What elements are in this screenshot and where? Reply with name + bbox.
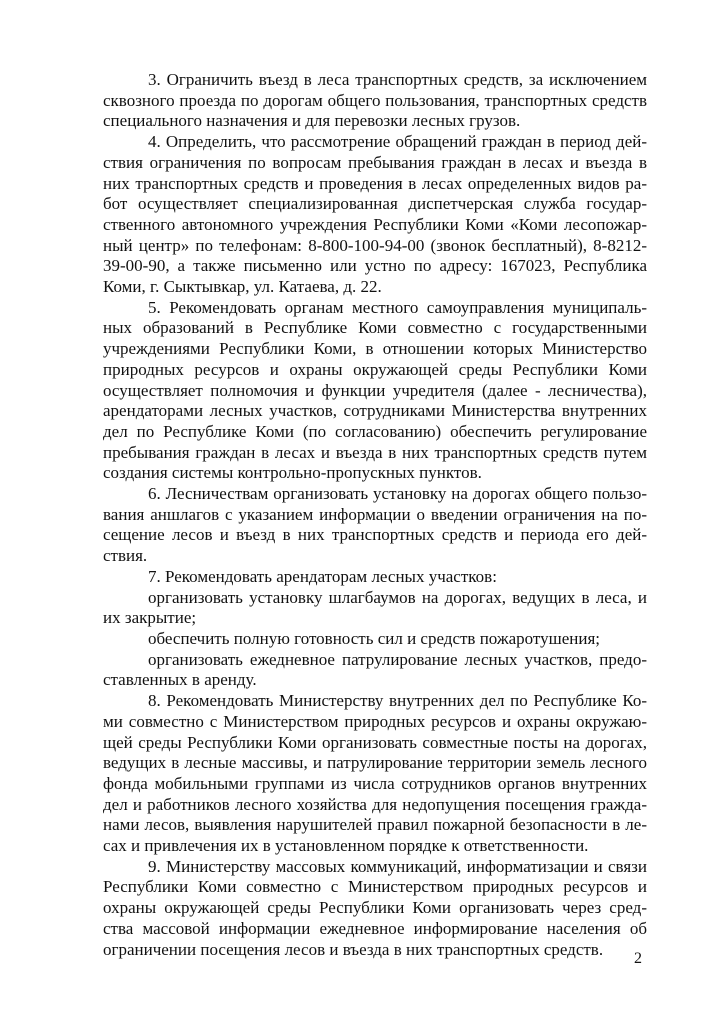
text-line: организовать установку шлагбаумов на дорогах, ведущих в леса, и (148, 587, 647, 607)
text-line: ми совместно с Министерством природных ресурсов и охраны окружаю- (103, 711, 647, 731)
text-line: 7. Рекомендовать арендаторам лесных участков: (148, 566, 497, 586)
text-line: 5. Рекомендовать органам местного самоуправления муниципаль- (148, 297, 647, 317)
text-line: Республики Коми совместно с Министерством природных ресурсов и (103, 877, 647, 897)
text-line: ственного автономного учреждения Республики Коми «Коми лесопожар- (103, 214, 647, 234)
text-line: бот осуществляет специализированная диспетчерская служба государ- (103, 194, 647, 214)
text-line: них транспортных средств и проведения в лесах определенных видов ра- (103, 173, 647, 193)
text-line: щей среды Республики Коми организовать совместные посты на дорогах, (103, 732, 647, 752)
text-line: ный центр» по телефонам: 8-800-100-94-00 (звонок бесплатный), 8-8212- (103, 235, 647, 255)
page-number: 2 (634, 950, 642, 967)
text-line: пребывания граждан в лесах и въезда в них транспортных средств путем (103, 442, 647, 462)
text-line: охраны окружающей среды Республики Коми организовать через сред- (103, 898, 647, 918)
text-line: сещение лесов и въезд в них транспортных средств и периода его дей- (103, 525, 647, 545)
text-line: ведущих в лесные массивы, и патрулирование территории земель лесного (103, 753, 647, 773)
text-line: дел по Республике Коми (по согласованию) обеспечить регулирование (103, 421, 647, 441)
text-line: ставленных в аренду. (103, 670, 257, 690)
text-line: ствия. (103, 546, 148, 566)
text-line: 3. Ограничить въезд в леса транспортных средств, за исключением (148, 70, 647, 89)
text-line: ства массовой информации ежедневное информирование населения об (103, 918, 647, 938)
text-line: их закрытие; (103, 608, 197, 628)
text-line: Коми, г. Сыктывкар, ул. Катаева, д. 22. (103, 277, 382, 297)
text-line: специального назначения и для перевозки лесных грузов. (103, 111, 521, 131)
text-line: дел и работников лесного хозяйства для недопущения посещения гражда- (103, 794, 647, 814)
text-line: ных образований в Республике Коми совместно с государственными (103, 318, 647, 338)
document-body (103, 70, 647, 960)
text-line: 8. Рекомендовать Министерству внутренних дел по Республике Ко- (148, 691, 647, 711)
text-line: 6. Лесничествам организовать установку на дорогах общего пользо- (148, 484, 647, 504)
text-line: учреждениями Республики Коми, в отношении которых Министерство (103, 339, 647, 359)
text-line: сквозного проезда по дорогам общего пользования, транспортных средств (103, 90, 647, 110)
text-line: ограничении посещения лесов и въезда в них транспортных средств. (103, 939, 604, 959)
text-line: вания аншлагов с указанием информации о введении ограничения на по- (103, 504, 647, 524)
text-line: 39-00-90, а также письменно или устно по адресу: 167023, Республика (103, 256, 647, 276)
text-line: организовать ежедневное патрулирование лесных участков, предо- (148, 649, 647, 669)
text-line: нами лесов, выявления нарушителей правил пожарной безопасности в ле- (103, 815, 647, 835)
text-line: сах и привлечения их в установленном порядке к ответственности. (103, 836, 589, 856)
text-line: 9. Министерству массовых коммуникаций, информатизации и связи (148, 856, 647, 876)
text-line: фонда мобильными группами из числа сотрудников органов внутренних (103, 773, 647, 793)
text-line: обеспечить полную готовность сил и средств пожаротушения; (148, 628, 601, 648)
text-line: осуществляет полномочия и функции учредителя (далее - лесничества), (103, 380, 647, 400)
text-line: арендаторами лесных участков, сотрудниками Министерства внутренних (103, 401, 647, 421)
text-line: ствия ограничения по вопросам пребывания граждан в лесах и въезда в (103, 152, 647, 172)
text-line: создания системы контрольно-пропускных пунктов. (103, 463, 482, 483)
text-line: природных ресурсов и охраны окружающей среды Республики Коми (103, 359, 647, 379)
text-line: 4. Определить, что рассмотрение обращений граждан в период дей- (148, 132, 647, 152)
